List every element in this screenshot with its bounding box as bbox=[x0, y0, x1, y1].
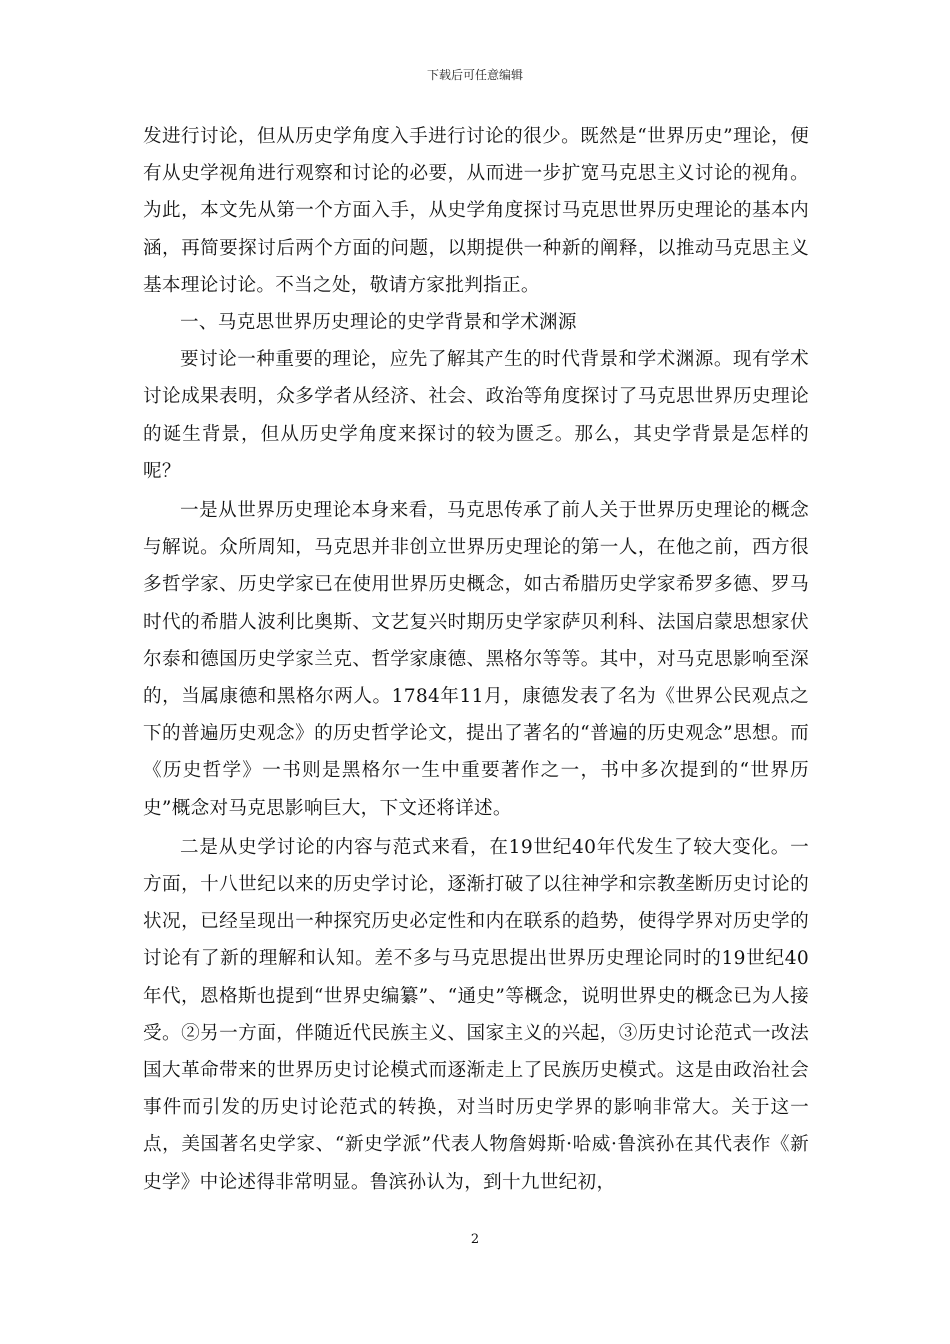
document-body bbox=[143, 118, 809, 1201]
section-heading: 一、马克思世界历史理论的史学背景和学术渊源 bbox=[180, 312, 577, 334]
paragraph-intro: 要讨论一种重要的理论，应先了解其产生的时代背景和学术渊源。现有学术讨论成果表明，众多学者从经济、社会、政治等角度探讨了马克思世界历史理论的诞生背景，但从历史学角度来探讨的较为匮乏。那么，其史学背景是怎样的呢？ bbox=[143, 349, 809, 482]
page-number: 2 bbox=[470, 1232, 480, 1247]
paragraph-continuation: 发进行讨论，但从历史学角度入手进行讨论的很少。既然是“世界历史”理论，便有从史学视角进行观察和讨论的必要，从而进一步扩宽马克思主义讨论的视角。为此，本文先从第一个方面入手，从史学角度探讨马克思世界历史理论的基本内涵，再简要探讨后两个方面的问题，以期提供一种新的阐释，以推动马克思主义基本理论讨论。不当之处，敬请方家批判指正。 bbox=[143, 126, 809, 296]
paragraph-point-two: 二是从史学讨论的内容与范式来看，在19世纪40年代发生了较大变化。一方面，十八世纪以来的历史学讨论，逐渐打破了以往神学和宗教垄断历史讨论的状况，已经呈现出一种探究历史必定性和内在联系的趋势，使得学界对历史学的讨论有了新的理解和认知。差不多与马克思提出世界历史理论同时的19世纪40年代，恩格斯也提到“世界史编纂”、“通史”等概念，说明世界史的概念已为人接受。②另一方面，伴随近代民族主义、国家主义的兴起，③历史讨论范式一改法国大革命带来的世界历史讨论模式而逐渐走上了民族历史模式。这是由政治社会事件而引发的历史讨论范式的转换，对当时历史学界的影响非常大。关于这一点，美国著名史学家、“新史学派”代表人物詹姆斯·哈威·鲁滨孙在其代表作《新史学》中论述得非常明显。鲁滨孙认为，到十九世纪初， bbox=[143, 836, 809, 1193]
paragraph-point-one: 一是从世界历史理论本身来看，马克思传承了前人关于世界历史理论的概念与解说。众所周知，马克思并非创立世界历史理论的第一人，在他之前，西方很多哲学家、历史学家已在使用世界历史概念，如古希腊历史学家希罗多德、罗马时代的希腊人波利比奥斯、文艺复兴时期历史学家萨贝利科、法国启蒙思想家伏尔泰和德国历史学家兰克、哲学家康德、黑格尔等等。其中，对马克思影响至深的，当属康德和黑格尔两人。1784年11月，康德发表了名为《世界公民观点之下的普遍历史观念》的历史哲学论文，提出了著名的“普遍的历史观念”思想。而《历史哲学》一书则是黑格尔一生中重要著作之一，书中多次提到的“世界历史”概念对马克思影响巨大，下文还将详述。 bbox=[143, 500, 809, 819]
page-header: 下载后可任意编辑 bbox=[426, 68, 523, 82]
